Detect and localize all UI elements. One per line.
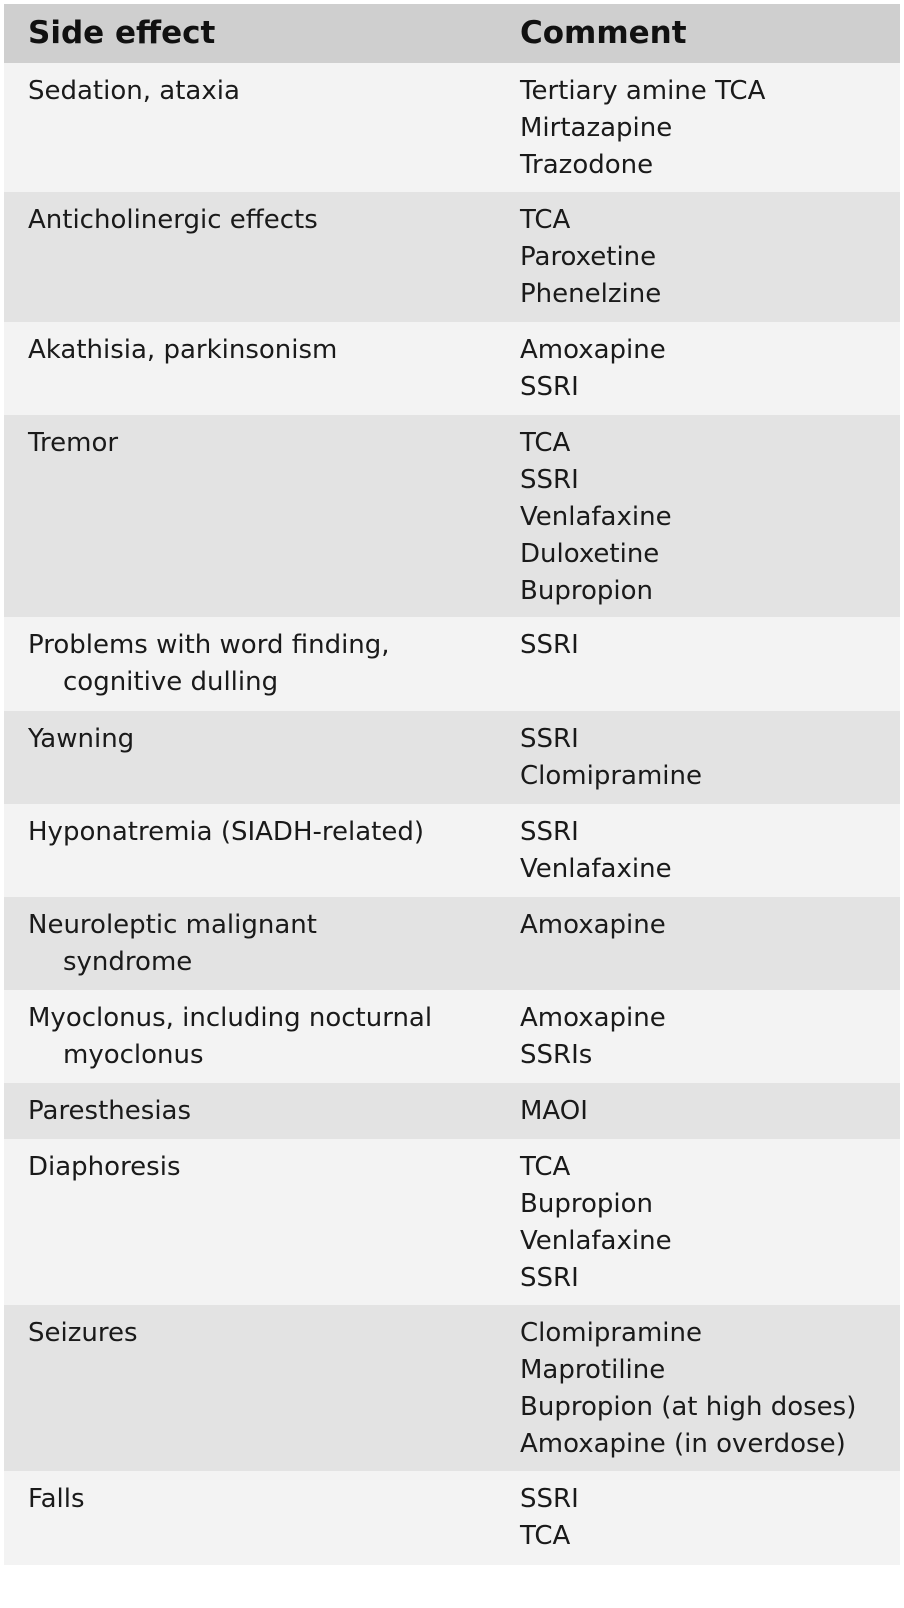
comment-text: Amoxapine (in overdose): [520, 1429, 846, 1459]
side-effect-text: Hyponatremia (SIADH-related): [28, 817, 424, 847]
comment-cell: [514, 1149, 900, 1305]
comment-cell: [514, 1315, 900, 1471]
side-effect-text: Seizures: [28, 1318, 138, 1348]
table-body: [4, 63, 900, 1565]
header-comment-cell: [514, 14, 900, 63]
comment-text: Duloxetine: [520, 539, 660, 569]
comment-text: SSRIs: [520, 1040, 593, 1070]
comment-text: Bupropion: [520, 1189, 653, 1219]
comment-cell: [514, 1481, 900, 1565]
table-row: [4, 1305, 900, 1471]
comment-text: Trazodone: [520, 150, 654, 180]
side-effect-cell: [4, 425, 514, 617]
comment-text: SSRI: [520, 1263, 579, 1293]
side-effect-cell: [4, 202, 514, 322]
comment-text: Venlafaxine: [520, 854, 672, 884]
comment-text: SSRI: [520, 465, 579, 495]
comment-text: SSRI: [520, 372, 579, 402]
side-effect-cell: [4, 1481, 514, 1565]
comment-cell: [514, 627, 900, 711]
comment-text: TCA: [520, 205, 571, 235]
side-effect-text: Neuroleptic malignant: [28, 910, 317, 940]
comment-text: Venlafaxine: [520, 1226, 672, 1256]
comment-text: TCA: [520, 1152, 571, 1182]
header-side-effect: Side effect: [28, 15, 216, 51]
comment-cell: [514, 332, 900, 415]
comment-cell: [514, 202, 900, 322]
side-effect-text: syndrome: [63, 947, 193, 977]
comment-cell: [514, 814, 900, 897]
header-side-effect-cell: [4, 14, 514, 63]
side-effect-text: Problems with word finding,: [28, 630, 390, 660]
side-effect-text: Sedation, ataxia: [28, 76, 240, 106]
comment-text: SSRI: [520, 630, 579, 660]
comment-text: Amoxapine: [520, 910, 666, 940]
side-effect-text: Tremor: [28, 428, 119, 458]
side-effect-text: Diaphoresis: [28, 1152, 181, 1182]
side-effect-cell: [4, 73, 514, 192]
comment-text: Paroxetine: [520, 242, 657, 272]
comment-text: Maprotiline: [520, 1355, 666, 1385]
side-effect-cell: [4, 1149, 514, 1305]
table-row: [4, 63, 900, 192]
table-row: [4, 322, 900, 415]
comment-cell: [514, 1000, 900, 1083]
comment-cell: [514, 907, 900, 990]
table-row: [4, 415, 900, 617]
table-row: [4, 897, 900, 990]
comment-text: TCA: [520, 428, 571, 458]
table-row: [4, 1083, 900, 1139]
side-effect-cell: [4, 1000, 514, 1083]
comment-cell: [514, 425, 900, 617]
table-row: [4, 804, 900, 897]
comment-text: Phenelzine: [520, 279, 662, 309]
table-row: [4, 711, 900, 804]
comment-text: Clomipramine: [520, 761, 702, 791]
comment-text: SSRI: [520, 1484, 579, 1514]
side-effect-cell: [4, 1093, 514, 1139]
comment-text: SSRI: [520, 817, 579, 847]
table-row: [4, 617, 900, 711]
side-effect-cell: [4, 627, 514, 711]
table-row: [4, 1471, 900, 1565]
side-effect-cell: [4, 332, 514, 415]
comment-text: Mirtazapine: [520, 113, 673, 143]
comment-text: Clomipramine: [520, 1318, 702, 1348]
side-effect-cell: [4, 721, 514, 804]
comment-text: Tertiary amine TCA: [520, 76, 766, 106]
table-row: [4, 990, 900, 1083]
table-row: [4, 1139, 900, 1305]
comment-text: Bupropion: [520, 576, 653, 606]
comment-text: Amoxapine: [520, 1003, 666, 1033]
side-effect-text: Myoclonus, including nocturnal: [28, 1003, 433, 1033]
side-effects-table: [4, 4, 900, 1602]
side-effect-cell: [4, 1315, 514, 1471]
comment-text: MAOI: [520, 1096, 588, 1126]
comment-text: Amoxapine: [520, 335, 666, 365]
comment-cell: [514, 73, 900, 192]
side-effect-text: Anticholinergic effects: [28, 205, 318, 235]
side-effect-text: myoclonus: [63, 1040, 204, 1070]
header-comment: Comment: [520, 15, 687, 51]
comment-cell: [514, 1093, 900, 1139]
comment-text: TCA: [520, 1521, 571, 1551]
side-effect-text: Akathisia, parkinsonism: [28, 335, 338, 365]
side-effect-text: cognitive dulling: [63, 667, 279, 697]
comment-text: SSRI: [520, 724, 579, 754]
comment-text: Bupropion (at high doses): [520, 1392, 857, 1422]
side-effect-text: Paresthesias: [28, 1096, 192, 1126]
side-effect-cell: [4, 907, 514, 990]
table-row: [4, 192, 900, 322]
side-effect-text: Yawning: [28, 724, 135, 754]
side-effect-text: Falls: [28, 1484, 85, 1514]
comment-cell: [514, 721, 900, 804]
comment-text: Venlafaxine: [520, 502, 672, 532]
table-header: [4, 4, 900, 63]
side-effect-cell: [4, 814, 514, 897]
